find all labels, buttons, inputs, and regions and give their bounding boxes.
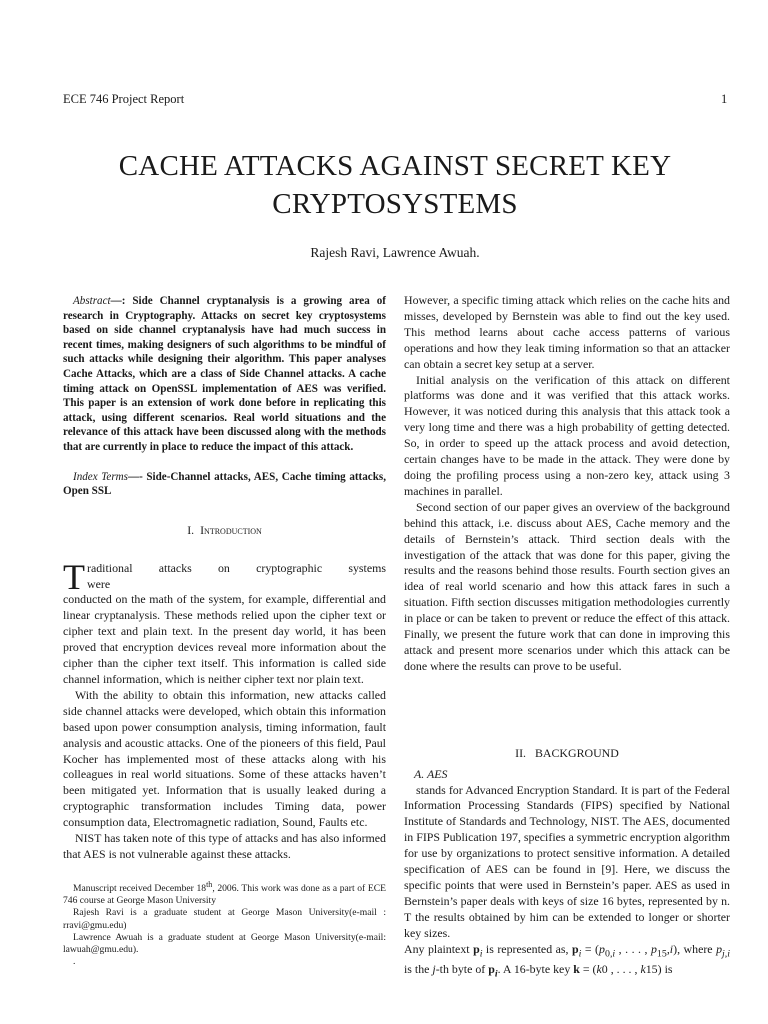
index-terms-label: Index Terms xyxy=(73,470,128,483)
title-line-1: CACHE ATTACKS AGAINST SECRET KEY xyxy=(118,150,672,182)
right-paragraph-3: Second section of our paper gives an overview of the background behind this attack, i.e. discuss about AES, Cache memory and the details of Bernstein’s attack. Third section deals with the investigation of the attack that was done for this paper, giving the results and the reasons behind those results. Fourth section gives an idea of real world scenario and how this attack fares in such a situation. Fifth section discusses mitigation methodologies currently in place or can be taken to prevent or reduce the effect of this attack. Finally, we present the future work that can done in improving this attack and present more scenarios under which this attack can be done where the results can prove to be useful. xyxy=(404,499,730,673)
authors: Rajesh Ravi, Lawrence Awuah. xyxy=(310,245,480,260)
right-paragraph-plaintext: Any plaintext $p_i$ is represented as, $p_i = (p_{0,i}$ , . . . , $p_{15},i$), where $p_{j,i}$ is the j-th byte of $p_i$. A 16-byte key k = (k0 , . . . , k15) is xyxy=(404,941,731,980)
section-1-heading: I. Introduction xyxy=(187,522,262,537)
intro-paragraph-2: With the ability to obtain this information, new attacks called side channel attacks were developed, which obtain this information based upon power consumption analysis, timing information, fault analysis and acoustic attacks. One of the pioneers of this field, Paul Kocher has implemented most of these attacks along with his colleagues in real world situations. Some of these attacks haven’t been mitigated yet. Information that is usually leaked during a cryptographic transformation includes Timing data, power consumption data, Electromagnetic radiation, Sound, Faults etc. xyxy=(63,687,386,830)
page-number: 1 xyxy=(721,92,728,106)
abstract-text: Side Channel cryptanalysis is a growing area of research in Cryptography. Attacks on secret key cryptosystems based on side channel cryptanalysis have had much success in recent times, making designers of such algorithms to be mindful of such attacks while designing their algorithm. This paper analyses Cache Attacks, which are a class of Side Channel attacks. A cache timing attack on OpenSSL implementation of AES was verified. This paper is an extension of work done before in replicating this attack, using different scenarios. Real world situations and the relevance of this attack have been discussed along with the methods that are currently in place to reduce the impact of this attack. xyxy=(63,295,386,453)
index-terms xyxy=(63,470,386,499)
footnote-author-1: Rajesh Ravi is a graduate student at George Mason University(e-mail : rravi@gmu.edu) xyxy=(63,907,386,931)
intro-paragraph-1-rest: conducted on the math of the system, for example, differential and linear cryptanalysis. These methods relied upon the cipher text or cipher text and plain text. In the present day world, it has been proved that encryption devices reveal more information about the cipher than the cipher text itself. This information is called side channel information, which is neither cipher text nor plain text. xyxy=(63,592,386,686)
footnotes xyxy=(63,879,386,969)
title-line-2: CRYPTOSYSTEMS xyxy=(272,188,518,220)
intro-paragraph-3: NIST has taken note of this type of attacks and has also informed that AES is not vulnerable against these attacks. xyxy=(63,831,386,861)
footnote-author-2: Lawrence Awuah is a graduate student at George Mason University(e-mail: lawuah@gmu.edu). xyxy=(63,931,386,956)
section-2-heading: II. BACKGROUND xyxy=(515,745,619,760)
index-terms-dash: —- xyxy=(127,470,143,483)
index-terms-text: Side-Channel attacks, AES, Cache timing attacks, Open SSL xyxy=(63,470,386,498)
left-column xyxy=(63,294,386,968)
subsection-aes: A. AES xyxy=(414,766,448,781)
abstract-label: Abstract xyxy=(73,295,111,307)
right-paragraph-1: However, a specific timing attack which relies on the cache hits and misses, developed by Bernstein was able to find out the key used. This method learns about cache access patterns of various operations and how they leak timing information so that an attacker can obtain a secret key setup at a server. xyxy=(404,293,730,371)
drop-cap: T xyxy=(63,556,85,597)
intro-paragraph-1 xyxy=(63,556,386,688)
intro-first-line: raditional attacks on cryptographic systems were xyxy=(87,560,386,591)
right-paragraph-aes: stands for Advanced Encryption Standard. It is part of the Federal Information Processing Standards (FIPS) specified by National Institute of Standards and Technology, NIST. The AES, documented in FIPS Publication 197, specifies a symmetric encryption algorithm for use by organizations to protect sensitive information. A detailed specification of AES can be found in [9]. Here, we discuss the specific points that were used in Bernstein’s paper. AES as used in Bernstein’s paper deals with keys of size 16 bytes, represented by n. T the results obtained by him can be extended to longer or shorter key sizes. xyxy=(404,782,730,940)
right-column xyxy=(404,293,730,982)
running-header: ECE 746 Project Report xyxy=(63,92,185,106)
abstract-dash: —: xyxy=(110,295,126,307)
footnote-manuscript: Manuscript received December 18th, 2006. This work was done as a part of ECE 746 course at George Mason University xyxy=(63,879,386,907)
abstract xyxy=(63,294,386,455)
right-paragraph-2: Initial analysis on the verification of this attack on different platforms was done and it was verified that this attack works. However, it was noticed during this analysis that this attack took a very long time and there was a high probability of getting detected. So, in order to speed up the attack process and avoid detection, certain changes have to be made in the attack. They were done by doing the profiling process using a non-zero key, attack using 3 machines in parallel. xyxy=(404,372,730,498)
footnote-end: . xyxy=(73,956,76,968)
paper-title xyxy=(60,147,730,223)
